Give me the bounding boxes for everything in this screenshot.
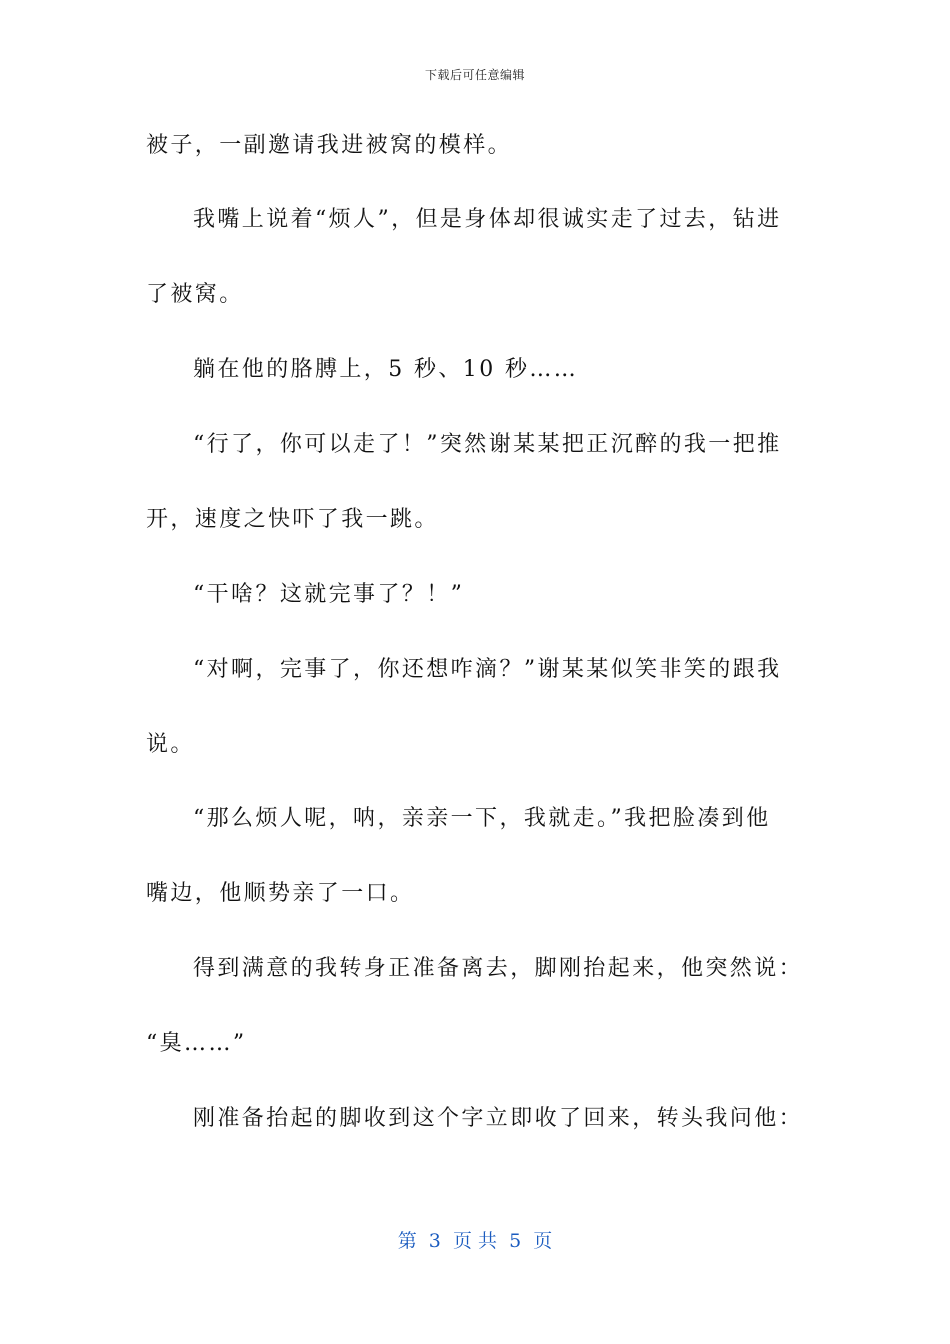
text-line: “对啊，完事了，你还想咋滴？”谢某某似笑非笑的跟我 <box>193 657 782 682</box>
text-line: “干啥？这就完事了？！” <box>193 582 465 607</box>
text-line: 被子，一副邀请我进被窝的模样。 <box>146 133 513 158</box>
text-line: 刚准备抬起的脚收到这个字立即收了回来，转头我问他： <box>193 1106 804 1131</box>
text-line: 躺在他的胳膊上，5 秒、10 秒…… <box>193 357 579 382</box>
text-line: 嘴边，他顺势亲了一口。 <box>146 881 415 906</box>
text-line: 得到满意的我转身正准备离去，脚刚抬起来，他突然说： <box>193 956 804 981</box>
text-line: “臭……” <box>146 1031 247 1056</box>
page-header: 下载后可任意编辑 <box>424 68 525 82</box>
text-line: “那么烦人呢，呐，亲亲一下，我就走。”我把脸凑到他 <box>193 806 771 831</box>
text-line: 我嘴上说着“烦人”，但是身体却很诚实走了过去，钻进 <box>193 207 782 232</box>
text-line: 说。 <box>146 732 195 757</box>
text-line: 了被窝。 <box>146 282 244 307</box>
page-number-footer: 第 3 页 共 5 页 <box>397 1230 553 1252</box>
text-line: 开，速度之快吓了我一跳。 <box>146 507 439 532</box>
text-line: “行了，你可以走了！”突然谢某某把正沉醉的我一把推 <box>193 432 782 457</box>
